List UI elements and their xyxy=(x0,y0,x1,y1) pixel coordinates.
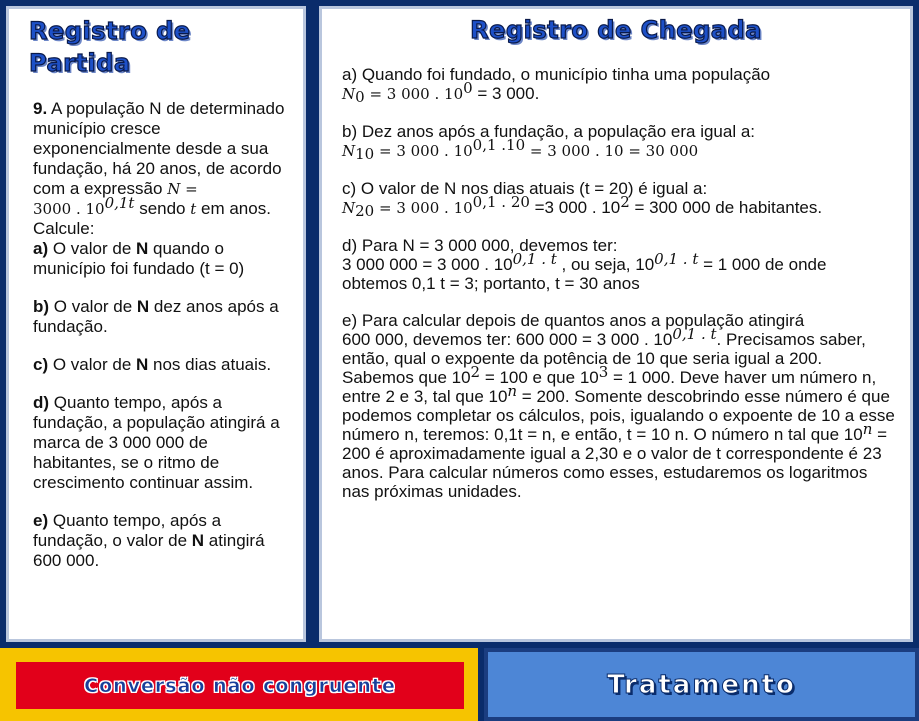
answer-e-p2: = 100 e que 10 xyxy=(480,368,599,387)
answer-a xyxy=(342,65,896,104)
answer-e-exp4: n xyxy=(507,382,518,400)
answer-e-exp3: 3 xyxy=(598,363,609,381)
answer-c-sub: 20 xyxy=(355,202,375,220)
answer-e-text: e) Para calcular depois de quantos anos a população atingirá xyxy=(342,311,805,330)
treatment-label: Tratamento xyxy=(607,669,796,700)
question-expr-lhs: N xyxy=(167,180,181,198)
question-text-4: em anos. Calcule: xyxy=(33,199,271,238)
question-expr-exp: 0,1t xyxy=(104,194,135,212)
departure-title xyxy=(9,9,303,79)
question-expr-base: 3000 . 10 xyxy=(33,200,105,218)
question-number: 9. xyxy=(33,99,48,118)
panel-divider xyxy=(309,0,315,648)
item-b-label: b) xyxy=(33,297,50,316)
item-b-n: N xyxy=(136,297,150,316)
arrival-panel xyxy=(319,6,913,642)
answer-b-sub: 10 xyxy=(355,145,375,163)
answer-b-n: N xyxy=(342,142,356,160)
answer-a-rest: = 3 000 . 10 xyxy=(364,85,464,103)
question-var-n: N xyxy=(149,99,162,118)
item-e-label: e) xyxy=(33,511,49,530)
answer-c-text: c) O valor de N nos dias atuais (t = 20) é igual a: xyxy=(342,179,708,198)
answer-e-exp2: 2 xyxy=(470,363,481,381)
answer-c-mid: =3 000 . 10 xyxy=(529,198,621,217)
answer-a-text: a) Quando foi fundado, o município tinha uma população xyxy=(342,65,771,84)
answer-e-p4: = 200. Somente descobrindo esse número é que podemos completar os cálculos, pois, igualando o expoente de 10 a esse número n, teremos: 0,1t = n, e então, t = 10 n. O número n tal que 10 xyxy=(342,387,895,444)
answer-e-exp1: 0,1 . t xyxy=(672,325,717,343)
answer-d-exp2: 0,1 . t xyxy=(654,250,699,268)
answer-b-exp: 0,1 .10 xyxy=(472,136,526,154)
answer-d-line2b: , ou seja, 10 xyxy=(556,255,655,274)
item-c-n: N xyxy=(136,355,149,374)
departure-title-line2: Partida xyxy=(29,49,131,77)
arrival-title: Registro de Chegada xyxy=(470,16,762,44)
item-a-text1: O valor de xyxy=(48,239,136,258)
item-e-text2: atingirá 600 000. xyxy=(33,531,265,570)
answer-e-line2b: . xyxy=(716,330,722,349)
item-d-label: d) xyxy=(33,393,50,412)
answer-c-exp2: 2 xyxy=(620,193,630,211)
non-congruent-conversion-button[interactable] xyxy=(0,648,478,721)
item-e-n: N xyxy=(191,531,205,550)
answer-e xyxy=(342,311,896,501)
question-text-3: sendo xyxy=(134,199,191,218)
item-e-text1: Quanto tempo, após a fundação, o valor de xyxy=(33,511,222,550)
answer-c-n: N xyxy=(342,199,356,217)
answer-a-end: = 3 000. xyxy=(472,84,540,103)
treatment-button[interactable] xyxy=(484,648,919,721)
item-c-label: c) xyxy=(33,355,49,374)
answer-b xyxy=(342,122,896,161)
item-c-text2: nos dias atuais. xyxy=(148,355,272,374)
answer-c xyxy=(342,179,896,218)
arrival-content xyxy=(322,65,910,501)
item-a-n: N xyxy=(136,239,149,258)
answer-b-rest: = 3 000 . 10 xyxy=(374,142,473,160)
item-c-text1: O valor de xyxy=(48,355,136,374)
item-b-text2: dez anos após a fundação. xyxy=(33,297,279,336)
answer-d-text: d) Para N = 3 000 000, devemos ter: xyxy=(342,236,618,255)
item-b-text1: O valor de xyxy=(49,297,137,316)
item-c xyxy=(33,355,289,375)
non-congruent-conversion-label: Conversão não congruente xyxy=(84,674,396,697)
answer-e-exp5: n xyxy=(862,420,873,438)
answer-c-rest: = 3 000 . 10 xyxy=(374,199,473,217)
answer-e-p5: = 200 é aproximadamente igual a 2,30 e o valor de t correspondente é 23 anos. Para calcular números como esses, estudaremos os logaritmos nas próximas unidades. xyxy=(342,425,888,501)
item-e xyxy=(33,511,289,571)
answer-d-exp1: 0,1 . t xyxy=(512,250,557,268)
item-a-label: a) xyxy=(33,239,49,258)
answer-b-text: b) Dez anos após a fundação, a população era igual a: xyxy=(342,122,756,141)
answer-e-p3: = 1 000. Deve haver um número n, entre 2 e 3, tal que 10 xyxy=(342,368,877,406)
answer-a-n: N xyxy=(342,85,356,103)
answer-d xyxy=(342,236,896,293)
question-statement xyxy=(33,99,289,279)
item-d-text: Quanto tempo, após a fundação, a população atingirá a marca de 3 000 000 de habitantes, se o ritmo de crescimento continuar assim. xyxy=(33,393,280,492)
answer-b-end: = 3 000 . 10 = 30 000 xyxy=(525,142,699,160)
answer-d-line2c: = 1 000 de onde obtemos 0,1 t = 3; portanto, t = 30 anos xyxy=(342,255,827,293)
answer-a-sub: 0 xyxy=(355,88,365,106)
question-var-t: t xyxy=(190,200,197,218)
answer-c-end: = 300 000 de habitantes. xyxy=(629,198,823,217)
answer-e-line2a: 600 000, devemos ter: 600 000 = 3 000 . 10 xyxy=(342,330,673,349)
departure-content xyxy=(9,99,303,571)
item-a-text2: quando o município foi fundado (t = 0) xyxy=(33,239,245,278)
question-expr-eq: = xyxy=(180,180,198,198)
answer-a-exp: 0 xyxy=(463,79,473,97)
departure-panel xyxy=(6,6,306,642)
answer-d-line2a: 3 000 000 = 3 000 . 10 xyxy=(342,255,513,274)
question-text-2: de determinado município cresce exponencialmente desde a sua fundação, há 20 anos, de acordo com a expressão xyxy=(33,99,285,198)
answer-c-exp: 0,1 . 20 xyxy=(472,193,530,211)
item-b xyxy=(33,297,289,337)
answer-e-p1: Precisamos saber, então, qual o expoente da potência de 10 que seria igual a 200. Sabemos que 10 xyxy=(342,330,866,387)
departure-title-line1: Registro de xyxy=(29,17,191,45)
item-d xyxy=(33,393,289,493)
non-congruent-conversion-button-face[interactable] xyxy=(14,660,466,711)
question-text-1: A população xyxy=(47,99,150,118)
